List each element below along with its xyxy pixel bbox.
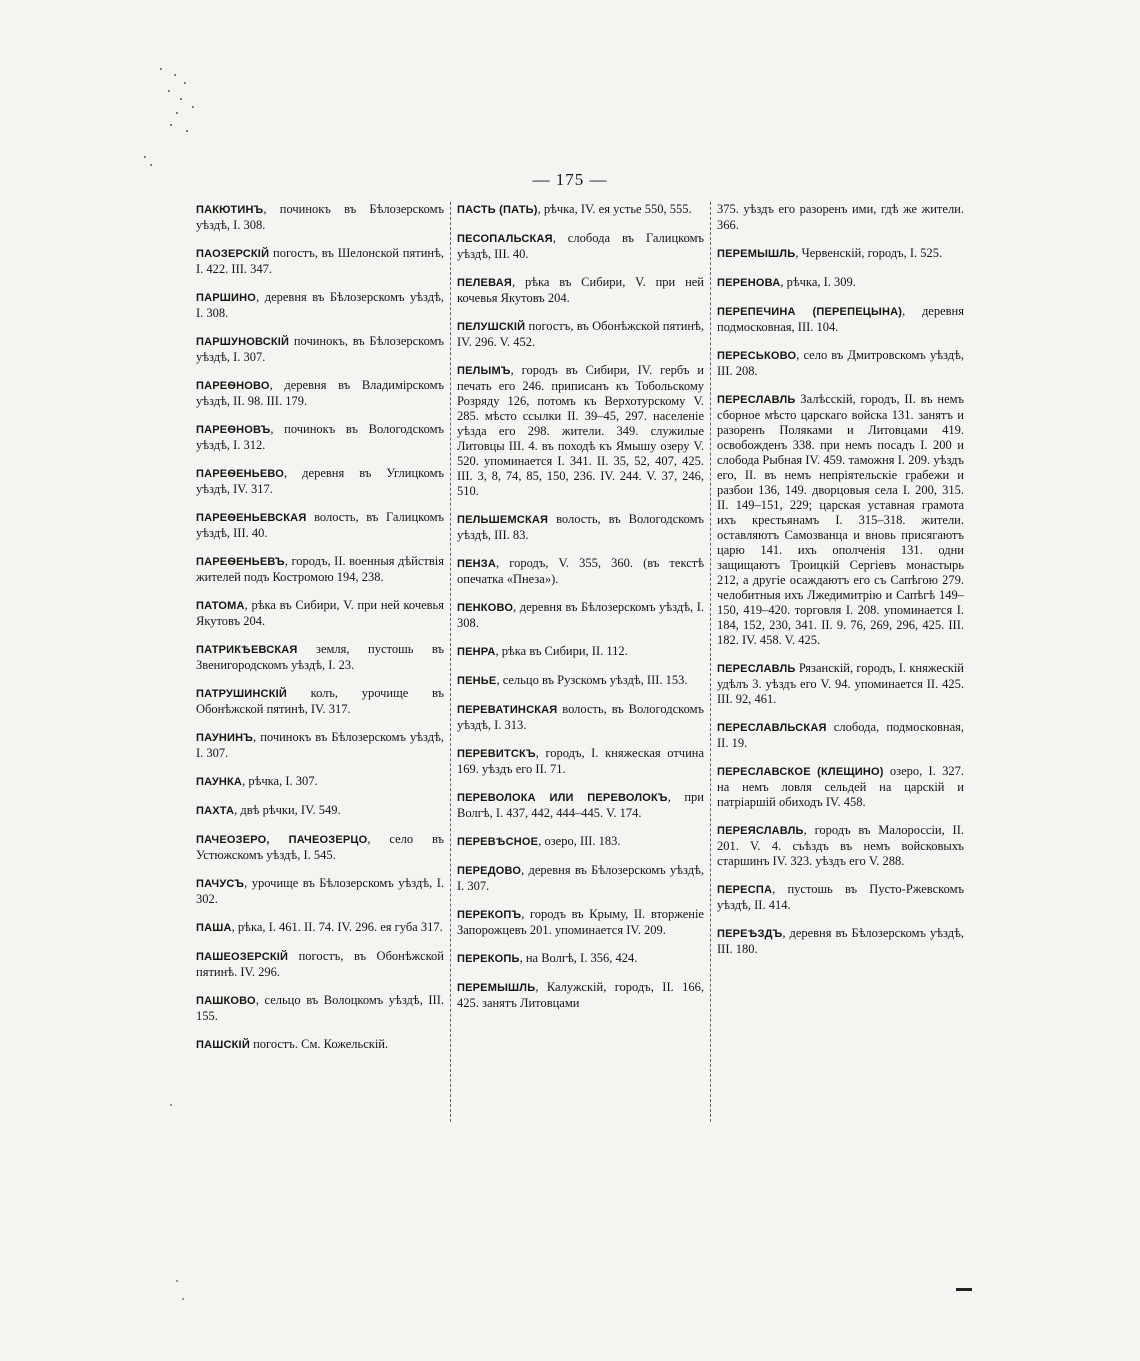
index-entry <box>196 686 444 717</box>
entry-headword: ПАУНИНЪ <box>196 732 254 744</box>
entry-headword: ПАРЕѲНОВО <box>196 380 270 392</box>
index-entry <box>196 876 444 907</box>
index-entry <box>196 422 444 453</box>
entry-text: , Калужскій, городъ, II. 166, 425. занятъ Литовцами <box>457 980 704 1010</box>
entry-text: , рѣка въ Сибири, V. при ней кочевья Якутовъ 204. <box>457 275 704 305</box>
entry-text: погостъ, въ Обонѣжской пятинѣ, IV. 296. V. 452. <box>457 319 704 349</box>
entry-text: , рѣка, I. 461. II. 74. IV. 296. ея губа 317. <box>231 920 443 934</box>
index-entry <box>457 673 704 689</box>
index-entry <box>457 556 704 587</box>
entry-text: , рѣка въ Сибири, V. при ней кочевья Якутовъ 204. <box>196 598 444 628</box>
page-number: — 175 — <box>532 170 608 189</box>
column-1 <box>190 202 450 1122</box>
entry-headword: ПЕРЕДОВО <box>457 865 522 877</box>
entry-text: волость, въ Галицкомъ уѣздѣ, III. 40. <box>196 510 444 540</box>
entry-headword: ПАЧЕОЗЕРО, ПАЧЕОЗЕРЦО <box>196 834 368 846</box>
entry-text: , городъ, I. княжеская отчина 169. уѣздъ его II. 71. <box>457 746 704 776</box>
entry-headword: ПАРШУНОВСКІЙ <box>196 336 290 348</box>
index-entry <box>196 334 444 365</box>
column-3 <box>710 202 970 1122</box>
index-entry <box>717 926 964 957</box>
entry-headword: ПЕЛУШСКІЙ <box>457 321 526 333</box>
index-entry <box>717 823 964 869</box>
index-entry <box>457 746 704 777</box>
index-entry <box>196 510 444 541</box>
index-entry <box>457 907 704 938</box>
entry-text: погостъ, въ Шелонской пятинѣ, I. 422. III. 347. <box>196 246 444 276</box>
entry-text: , починокъ въ Бѣлозерскомъ уѣздѣ, I. 307. <box>196 730 444 760</box>
entry-headword: ПЕРЕСЬКОВО <box>717 350 797 362</box>
entry-text: , городъ въ Крыму, II. вторженіе Запорожцевъ 201. упоминается IV. 209. <box>457 907 704 937</box>
index-entry <box>457 600 704 631</box>
index-entry <box>717 764 964 810</box>
entry-headword: ПАТОМА <box>196 600 245 612</box>
index-entry <box>717 882 964 913</box>
entry-headword: ПАШКОВО <box>196 995 256 1007</box>
entry-headword: ПАРЕѲЕНЬЕВСКАЯ <box>196 512 307 524</box>
entry-headword: ПАОЗЕРСКІЙ <box>196 248 270 260</box>
entry-headword: ПЕРЕЯСЛАВЛЬ <box>717 825 804 837</box>
entry-headword: ПЕСОПАЛЬСКАЯ <box>457 233 553 245</box>
entry-headword: ПЕЛЫМЪ <box>457 365 511 377</box>
entry-text: , деревня подмосковная, III. 104. <box>717 304 964 334</box>
ink-mark <box>956 1288 972 1291</box>
entry-text: , починокъ въ Вологодскомъ уѣздѣ, I. 312. <box>196 422 444 452</box>
entry-text: , городъ въ Малороссіи, II. 201. V. 4. съѣздъ въ немъ войсковыхъ старшинъ IV. 323. уѣздъ его V. 288. <box>717 823 964 868</box>
index-entry <box>717 304 964 335</box>
entry-text: , урочище въ Бѣлозерскомъ уѣздѣ, I. 302. <box>196 876 444 906</box>
index-entry <box>457 231 704 262</box>
entry-text: , сельцо въ Волоцкомъ уѣздѣ, III. 155. <box>196 993 444 1023</box>
index-entry <box>196 774 444 790</box>
entry-text: , на Волгѣ, I. 356, 424. <box>519 951 638 965</box>
index-entry <box>196 993 444 1024</box>
entry-headword: ПЕРЕСЛАВЛЬ <box>717 663 796 675</box>
entry-headword: ПАШСКІЙ <box>196 1039 250 1051</box>
entry-text: погостъ, въ Обонѣжской пятинѣ. IV. 296. <box>196 949 444 979</box>
index-entry <box>717 392 964 648</box>
index-entry <box>717 275 964 291</box>
entry-text: Рязанскій, городъ, I. княжескій удѣлъ 3. уѣздъ его V. 94. упоминается II. 425. III. 92, 461. <box>717 661 964 706</box>
index-entry <box>717 348 964 379</box>
index-entry <box>196 920 444 936</box>
entry-headword: ПЕРЕПЕЧИНА (ПЕРЕПЕЦЫНА) <box>717 306 903 318</box>
index-entry <box>196 803 444 819</box>
entry-headword: ПЕРЕСЛАВЛЬСКАЯ <box>717 722 827 734</box>
entry-text: , рѣчка, IV. ея устье 550, 555. <box>537 202 692 216</box>
entry-text: , сельцо въ Рузскомъ уѣздѣ, III. 153. <box>496 673 688 687</box>
entry-headword: ПАТРИКѢЕВСКАЯ <box>196 644 298 656</box>
column-2 <box>450 202 710 1122</box>
index-entry <box>196 1037 444 1053</box>
entry-headword: ПЕРЕНОВА <box>717 277 781 289</box>
entry-headword: ПАША <box>196 922 232 934</box>
entry-headword: ПЕРЕКОПЬ <box>457 953 520 965</box>
entry-headword: ПАРШИНО <box>196 292 257 304</box>
index-entry <box>457 863 704 894</box>
entry-text: , село въ Устюжскомъ уѣздѣ, I. 545. <box>196 832 444 862</box>
entry-text: , село въ Дмитровскомъ уѣздѣ, III. 208. <box>717 348 964 378</box>
entry-text: , деревня въ Бѣлозерскомъ уѣздѣ, III. 180. <box>717 926 964 956</box>
index-entry <box>196 949 444 980</box>
entry-text: , починокъ въ Бѣлозерскомъ уѣздѣ, I. 308. <box>196 202 444 232</box>
entry-text: 375. уѣздъ его разоренъ ими, гдѣ же жители. 366. <box>717 202 964 232</box>
entry-headword: ПАТРУШИНСКІЙ <box>196 688 287 700</box>
entry-text: волость, въ Вологодскомъ уѣздѣ, III. 83. <box>457 512 704 542</box>
entry-text: , Червенскій, городъ, I. 525. <box>795 246 943 260</box>
entry-text: , деревня въ Бѣлозерскомъ уѣздѣ, I. 308. <box>196 290 444 320</box>
index-entry <box>196 466 444 497</box>
entry-headword: ПЕНКОВО <box>457 602 514 614</box>
entry-headword: ПЕЛЕВАЯ <box>457 277 512 289</box>
entry-headword: ПЕНЗА <box>457 558 497 570</box>
index-entry <box>196 832 444 863</box>
index-entry <box>457 319 704 350</box>
index-entry <box>717 661 964 707</box>
entry-headword: ПЕРЕКОПЪ <box>457 909 522 921</box>
index-entry <box>717 246 964 262</box>
entry-text: Залѣсскій, городъ, II. въ немъ сборное мѣсто царскаго войска 131. занятъ и разоренъ Поляками и Литовцами 419. освобожденъ 338. при немъ посадъ I. 200 и слобода Рыбная IV. 459. таможня I. 209. уѣздъ его, II. въ немъ непріятельскіе грабежи и разбои 136, 149. дворцовыя села I. 200, 315. II. 149–151, 229; царская уставная грамота ихъ крестьянамъ I. 315–318. жители. оставляютъ Самозванца и вновь присягаютъ царю 141. ихъ ополченія 131. одни защищаютъ Троицкій Сергіевъ монастырь 212, а другіе осаждаютъ его съ Сапѣгою 279. челобитныя ихъ Лжедимитрію и Сапѣгѣ 149–150, 419–420. торговля I. 208. упоминается I. 184, 152, 230, 341. II. 9. 76, 269, 296, 425. III. 182. IV. 458. V. 425. <box>717 392 964 647</box>
entry-headword: ПАУНКА <box>196 776 243 788</box>
entry-headword: ПЕНЬЕ <box>457 675 497 687</box>
entry-text: озеро, I. 327. на немъ ловля сельдей на царскій и патріаршій обиходъ IV. 458. <box>717 764 964 809</box>
index-entry <box>457 512 704 543</box>
index-columns <box>190 202 970 1122</box>
index-entry <box>457 790 704 821</box>
entry-headword: ПЕРЕМЫШЛЬ <box>717 248 796 260</box>
entry-text: , городъ, V. 355, 360. (въ текстѣ опечатка «Пнеза»). <box>457 556 704 586</box>
entry-headword: ПАРЕѲЕНЬЕВО <box>196 468 285 480</box>
entry-headword: ПЕРЕСЛАВЛЬ <box>717 394 796 406</box>
entry-text: волость, въ Вологодскомъ уѣздѣ, I. 313. <box>457 702 704 732</box>
entry-text: слобода, подмосковная, II. 19. <box>717 720 964 750</box>
entry-text: колъ, урочище въ Обонѣжской пятинѣ, IV. 317. <box>196 686 444 716</box>
index-entry <box>196 598 444 629</box>
entry-headword: ПЕЛЬШЕМСКАЯ <box>457 514 549 526</box>
index-entry <box>196 202 444 233</box>
entry-headword: ПЕРЕВАТИНСКАЯ <box>457 704 558 716</box>
paper-specks <box>140 60 220 170</box>
index-entry <box>196 642 444 673</box>
entry-headword: ПЕРЕВИТСКЪ <box>457 748 536 760</box>
entry-text: , озеро, III. 183. <box>538 834 621 848</box>
index-entry <box>457 202 704 218</box>
index-entry <box>457 275 704 306</box>
entry-headword: ПЕРЕѢЗДЪ <box>717 928 783 940</box>
entry-text: , пустошь въ Пусто-Ржевскомъ уѣздѣ, II. 414. <box>717 882 964 912</box>
entry-headword: ПАКЮТИНЪ <box>196 204 264 216</box>
entry-headword: ПАСТЬ (ПАТЬ) <box>457 204 538 216</box>
index-entry <box>196 554 444 585</box>
entry-text: починокъ, въ Бѣлозерскомъ уѣздѣ, I. 307. <box>196 334 444 364</box>
entry-headword: ПАШЕОЗЕРСКІЙ <box>196 951 289 963</box>
index-entry <box>717 720 964 751</box>
index-entry <box>457 702 704 733</box>
index-entry <box>196 730 444 761</box>
entry-text: , городъ въ Сибири, IV. гербъ и печать его 246. приписанъ къ Тобольскому Розряду 126, потомъ къ Верхотурскому V. 285. мѣсто ссылки II. 39–45, 297. населеніе уѣзда его 298. жители. 349. служилые Литовцы III. 4. въ походѣ къ Ямышу озеру V. 520. упоминается I. 341. II. 35, 52, 407, 425. III. 3, 8, 74, 85, 150, 236. IV. 244. V. 37, 246, 510. <box>457 363 704 498</box>
entry-text: , деревня въ Бѣлозерскомъ уѣздѣ, I. 307. <box>457 863 704 893</box>
entry-text: погостъ. См. Кожельскій. <box>249 1037 389 1051</box>
entry-headword: ПЕРЕСЛАВСКОЕ (КЛЕЩИНО) <box>717 766 884 778</box>
entry-headword: ПАХТА <box>196 805 235 817</box>
entry-text: , деревня въ Углицкомъ уѣздѣ, IV. 317. <box>196 466 444 496</box>
entry-text: , деревня въ Владимірскомъ уѣздѣ, II. 98. III. 179. <box>196 378 444 408</box>
entry-text: земля, пустошь въ Звенигородскомъ уѣздѣ, I. 23. <box>196 642 444 672</box>
entry-text: , рѣчка, I. 309. <box>780 275 856 289</box>
entry-text: , деревня въ Бѣлозерскомъ уѣздѣ, I. 308. <box>457 600 704 630</box>
entry-text: , городъ, II. военныя дѣйствія жителей подъ Костромою 194, 238. <box>196 554 444 584</box>
entry-headword: ПЕРЕВОЛОКА ИЛИ ПЕРЕВОЛОКЪ <box>457 792 668 804</box>
index-entry <box>196 378 444 409</box>
entry-text: , слобода въ Галицкомъ уѣздѣ, III. 40. <box>457 231 704 261</box>
entry-text: , при Волгѣ, I. 437, 442, 444–445. V. 174. <box>457 790 704 820</box>
index-entry <box>196 290 444 321</box>
index-entry <box>457 644 704 660</box>
index-entry <box>717 202 964 233</box>
entry-headword: ПЕРЕВѢСНОЕ <box>457 836 539 848</box>
entry-headword: ПЕРЕСПА <box>717 884 773 896</box>
entry-headword: ПАЧУСЪ <box>196 878 245 890</box>
index-entry <box>457 834 704 850</box>
entry-headword: ПАРЕѲНОВЪ <box>196 424 271 436</box>
entry-headword: ПЕРЕМЫШЛЬ <box>457 982 536 994</box>
index-entry <box>457 363 704 499</box>
entry-text: , рѣчка, I. 307. <box>242 774 318 788</box>
index-entry <box>457 951 704 967</box>
index-entry <box>457 980 704 1011</box>
entry-headword: ПАРЕѲЕНЬЕВЪ <box>196 556 285 568</box>
entry-text: , рѣка въ Сибири, II. 112. <box>495 644 628 658</box>
index-entry <box>196 246 444 277</box>
entry-text: , двѣ рѣчки, IV. 549. <box>234 803 341 817</box>
entry-headword: ПЕНРА <box>457 646 496 658</box>
